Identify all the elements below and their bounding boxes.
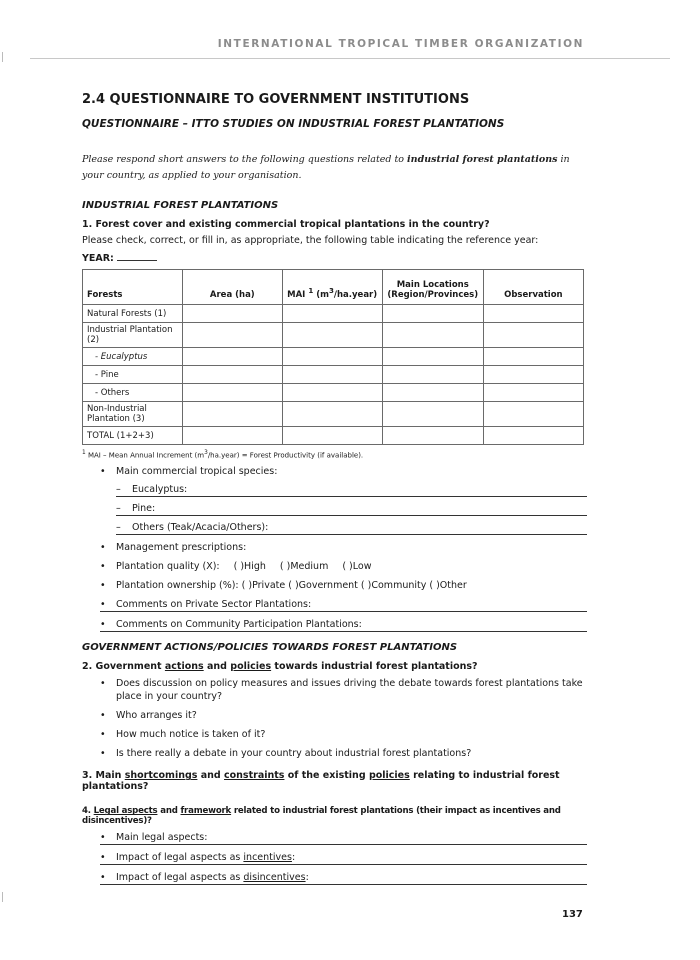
intro-emphasis: industrial forest plantations [407, 154, 558, 165]
table-cell[interactable] [483, 323, 583, 348]
heading-government-actions: GOVERNMENT ACTIONS/POLICIES TOWARDS FOREST PLANTATIONS [82, 642, 458, 654]
list-item: • Who arranges it? [100, 709, 587, 722]
year-label: YEAR: [82, 253, 114, 264]
q3-policies: policies [368, 770, 410, 782]
table-header-row [83, 270, 584, 305]
q4-text: and [157, 806, 181, 817]
heading-industrial-plantations: INDUSTRIAL FOREST PLANTATIONS [82, 200, 279, 211]
row-label-eucalyptus: - Eucalyptus [95, 351, 148, 362]
table-footnote [82, 450, 587, 459]
q2-policies: policies [230, 661, 272, 673]
col-mai [282, 270, 382, 305]
table-cell[interactable] [183, 384, 282, 402]
quality-high-option[interactable]: ( )High [233, 561, 266, 573]
quality-medium-option[interactable]: ( )Medium [279, 561, 329, 573]
col-locations [382, 270, 483, 305]
incentives-word: incentives [243, 852, 292, 864]
year-field [82, 251, 587, 264]
q2-list [82, 677, 587, 760]
q3-text: 3. Main [82, 770, 125, 782]
mai-exponent: 3 [328, 286, 334, 296]
q3-text: and [197, 770, 225, 782]
species-others-line[interactable]: – Others (Teak/Acacia/Others): [116, 522, 587, 535]
table-row [83, 384, 584, 402]
list-item: • Main commercial tropical species: [100, 465, 587, 478]
intro-paragraph [82, 152, 587, 184]
table-cell[interactable] [382, 402, 483, 427]
table-cell[interactable] [183, 348, 282, 366]
page-content [82, 92, 587, 891]
question-2 [82, 661, 587, 672]
table-cell[interactable] [483, 366, 583, 384]
mai-unit: (m [313, 290, 329, 300]
q4-text: 4. [82, 806, 94, 817]
margin-tick-bottom [2, 892, 3, 902]
q3-constraints: constraints [224, 770, 285, 782]
table-cell[interactable] [282, 384, 382, 402]
row-label: Natural Forests (1) [83, 305, 183, 323]
table-cell[interactable] [183, 323, 282, 348]
table-cell[interactable] [282, 348, 382, 366]
disincentives-colon: : [305, 872, 309, 884]
list-item: • Management prescriptions: [100, 541, 587, 554]
ownership-community[interactable]: )Community ( [364, 580, 434, 592]
table-cell[interactable] [183, 305, 282, 323]
mai-footnote-mark: 1 [308, 286, 314, 296]
table-row [83, 305, 584, 323]
q3-shortcomings: shortcomings [124, 770, 198, 782]
table-row [83, 427, 584, 445]
margin-tick-top [2, 52, 3, 62]
table-cell[interactable] [382, 366, 483, 384]
legal-aspects-line[interactable]: • Main legal aspects: [100, 831, 587, 845]
table-cell[interactable] [282, 323, 382, 348]
table-cell[interactable] [282, 305, 382, 323]
ownership-private[interactable]: )Private ( [245, 580, 292, 592]
ownership-item [100, 579, 587, 592]
row-label: - Pine [83, 366, 183, 384]
table-cell[interactable] [483, 427, 583, 445]
mai-unit-end: /ha.year) [333, 290, 378, 300]
question-1: 1. Forest cover and existing commercial tropical plantations in the country? [82, 219, 490, 230]
row-label-line1: Non-Industrial [87, 404, 147, 414]
q4-text-end: related to industrial forest plantations (their impact as incentives and disincentives)? [82, 806, 561, 827]
table-row [83, 402, 584, 427]
species-list [82, 465, 587, 478]
footnote-text: MAI – Mean Annual Increment (m [85, 451, 205, 460]
disincentives-text: Impact of legal aspects as [116, 872, 244, 884]
species-pine-line[interactable]: – Pine: [116, 503, 587, 516]
page-number: 137 [562, 909, 583, 920]
row-label: TOTAL (1+2+3) [83, 427, 183, 445]
table-cell[interactable] [183, 366, 282, 384]
ownership-other[interactable]: )Other [433, 580, 467, 592]
table-cell[interactable] [183, 427, 282, 445]
table-cell[interactable] [382, 427, 483, 445]
footnote-mark: 1 [82, 450, 86, 456]
plantation-list [82, 541, 587, 632]
q2-text-end: towards industrial forest plantations? [271, 661, 478, 673]
mai-label: MAI [287, 290, 306, 300]
q4-framework: framework [180, 806, 232, 817]
question-3 [82, 770, 587, 792]
row-label: Industrial Plantation (2) [83, 323, 183, 348]
table-row [83, 366, 584, 384]
disincentives-word: disincentives [243, 872, 306, 884]
q2-text: 2. Government [82, 661, 165, 673]
forest-cover-table [82, 269, 584, 445]
row-label [83, 402, 183, 427]
row-label [83, 348, 183, 366]
table-row [83, 323, 584, 348]
table-cell[interactable] [282, 366, 382, 384]
table-cell[interactable] [483, 348, 583, 366]
question-4 [82, 806, 587, 826]
table-cell[interactable] [483, 402, 583, 427]
footnote-text-end: /ha.year) = Forest Productivity (if available). [207, 451, 364, 460]
incentives-text: Impact of legal aspects as [116, 852, 244, 864]
table-cell[interactable] [382, 305, 483, 323]
species-sublist [82, 484, 587, 535]
table-instruction: Please check, correct, or fill in, as appropriate, the following table indicating the reference year: [82, 235, 539, 246]
col-area: Area (ha) [183, 270, 282, 305]
ownership-label: Plantation ownership (%): ( [116, 580, 246, 592]
table-row [83, 348, 584, 366]
questionnaire-subtitle: QUESTIONNAIRE – ITTO STUDIES ON INDUSTRIAL FOREST PLANTATIONS [82, 118, 505, 130]
section-title: 2.4 QUESTIONNAIRE TO GOVERNMENT INSTITUTIONS [82, 92, 470, 107]
incentives-colon: : [291, 852, 296, 864]
table-cell[interactable] [483, 384, 583, 402]
list-item: • How much notice is taken of it? [100, 728, 587, 741]
quality-label: Plantation quality (X): [116, 561, 220, 573]
list-item: • Does discussion on policy measures and issues driving the debate towards forest plantations take place in your country? [100, 677, 587, 703]
row-label: - Others [83, 384, 183, 402]
q3-text: of the existing [284, 770, 369, 782]
q3-text-end: relating to industrial forest plantations? [82, 770, 560, 793]
quality-item [100, 560, 587, 573]
quality-low-option[interactable]: ( )Low [342, 561, 372, 573]
comment-private-line[interactable]: • Comments on Private Sector Plantations: [100, 598, 587, 612]
table-cell[interactable] [282, 427, 382, 445]
table-cell[interactable] [382, 384, 483, 402]
intro-text: Please respond short answers to the following questions related to [82, 154, 408, 165]
ownership-government[interactable]: )Government ( [291, 580, 365, 592]
locations-line2: (Region/Provinces) [387, 290, 479, 300]
species-eucalyptus-line[interactable]: – Eucalyptus: [116, 484, 587, 497]
q4-list [82, 831, 587, 885]
q2-actions: actions [164, 661, 204, 673]
table-cell[interactable] [483, 305, 583, 323]
locations-line1: Main Locations [396, 280, 469, 290]
incentives-line[interactable] [100, 851, 587, 865]
footnote-exponent: 3 [204, 450, 208, 456]
q4-legal-aspects: Legal aspects [93, 806, 158, 817]
list-item: • Is there really a debate in your country about industrial forest plantations? [100, 747, 587, 760]
table-cell[interactable] [282, 402, 382, 427]
table-cell[interactable] [382, 348, 483, 366]
header-rule [30, 58, 670, 59]
year-blank[interactable] [117, 251, 157, 261]
table-cell[interactable] [382, 323, 483, 348]
running-header: INTERNATIONAL TROPICAL TIMBER ORGANIZATION [217, 38, 584, 50]
comment-community-line[interactable]: • Comments on Community Participation Plantations: [100, 618, 587, 632]
row-label-line2: Plantation (3) [87, 414, 145, 424]
intro-text-end: in your country, as applied to your organisation. [82, 154, 570, 181]
col-observation: Observation [483, 270, 583, 305]
table-cell[interactable] [183, 402, 282, 427]
q2-text: and [203, 661, 231, 673]
col-forests: Forests [83, 270, 183, 305]
disincentives-line[interactable] [100, 871, 587, 885]
